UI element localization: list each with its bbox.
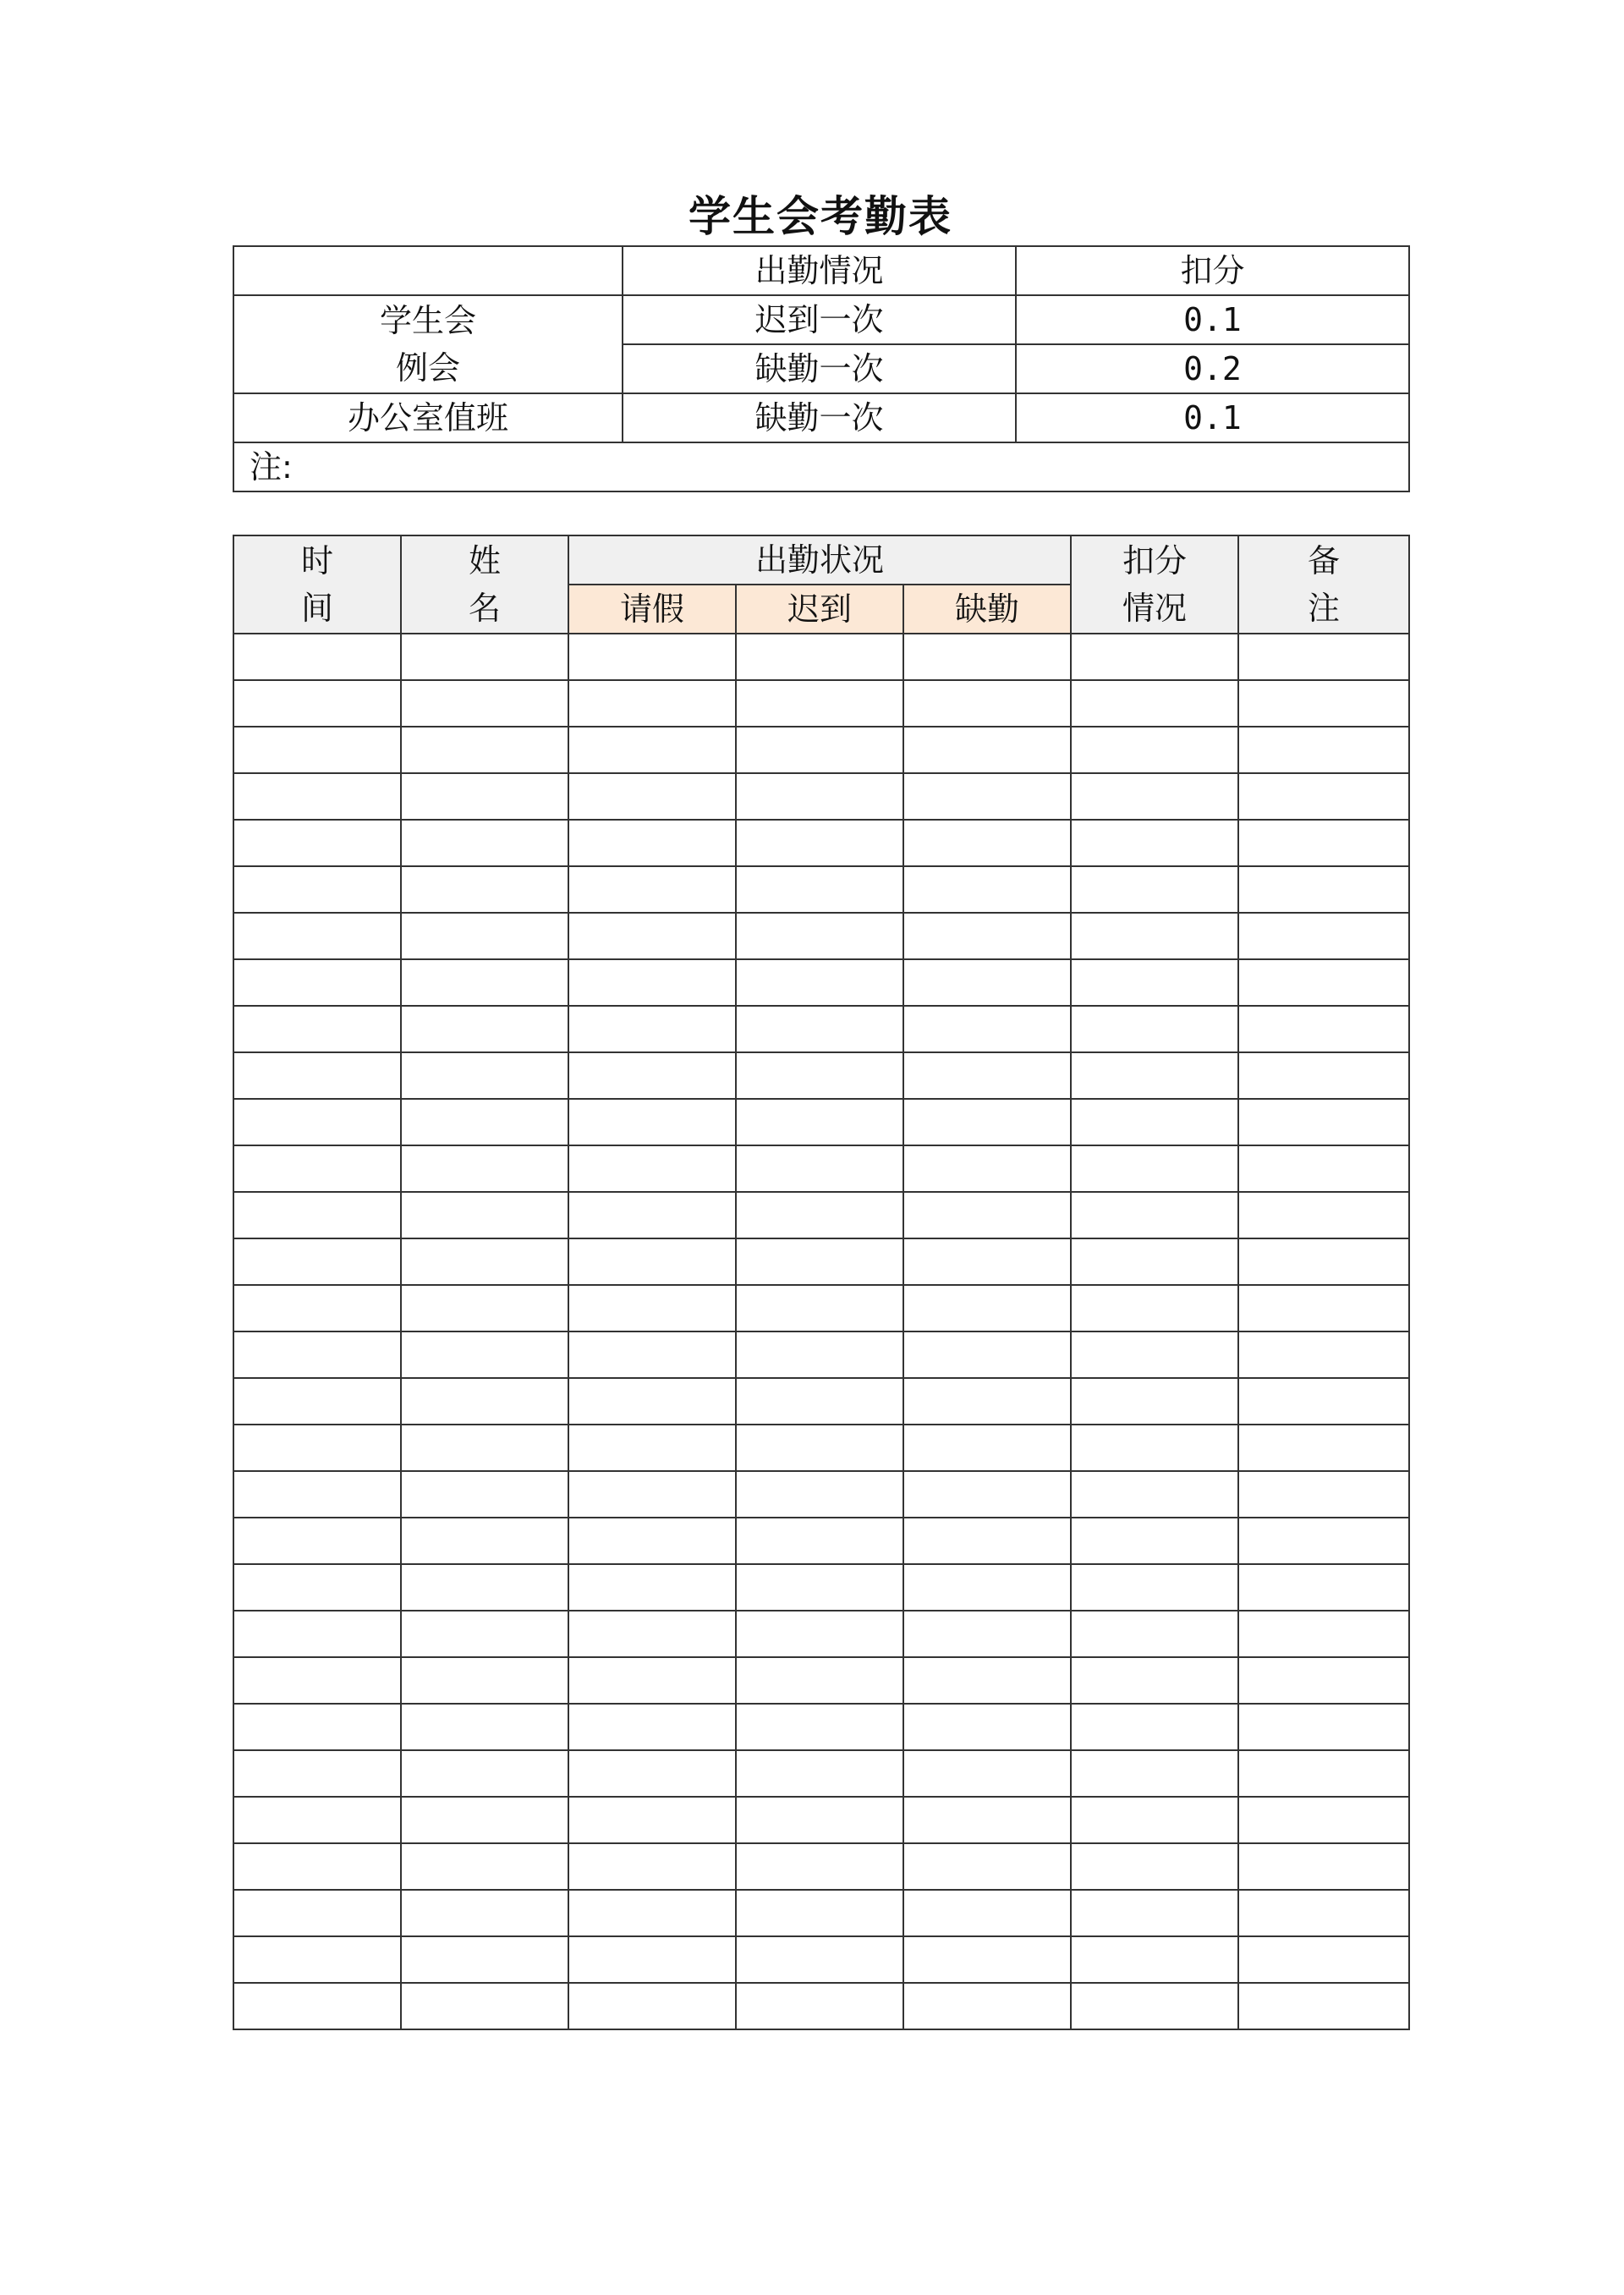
entry-cell-absent[interactable] [903, 773, 1071, 820]
table-row [233, 1425, 1409, 1471]
rules-header-blank [233, 246, 623, 295]
entry-cell-leave[interactable] [568, 773, 736, 820]
entry-cell-remark[interactable] [1238, 820, 1409, 866]
table-row [233, 1843, 1409, 1890]
entry-cell-leave[interactable] [568, 1052, 736, 1099]
entry-cell-leave[interactable] [568, 1797, 736, 1843]
table-row [233, 1936, 1409, 1983]
entry-cell-leave[interactable] [568, 866, 736, 913]
entry-cell-name[interactable] [401, 1238, 568, 1285]
table-row [233, 866, 1409, 913]
entry-cell-name[interactable] [401, 1890, 568, 1936]
entry-cell-absent[interactable] [903, 1331, 1071, 1378]
entry-cell-time[interactable] [233, 1750, 401, 1797]
entry-cell-leave[interactable] [568, 1238, 736, 1285]
entry-cell-absent[interactable] [903, 1518, 1071, 1564]
entry-cell-name[interactable] [401, 1331, 568, 1378]
entry-cell-time[interactable] [233, 1983, 401, 2029]
table-row [233, 1983, 1409, 2029]
entry-cell-late[interactable] [736, 1518, 903, 1564]
entry-cell-time[interactable] [233, 820, 401, 866]
entry-cell-leave[interactable] [568, 1611, 736, 1657]
table-row [233, 1145, 1409, 1192]
entry-cell-time[interactable] [233, 959, 401, 1006]
entry-cell-late[interactable] [736, 1797, 903, 1843]
entry-cell-deduction[interactable] [1071, 773, 1238, 820]
entry-cell-absent[interactable] [903, 1285, 1071, 1331]
header-name [401, 535, 568, 634]
entry-cell-leave[interactable] [568, 1890, 736, 1936]
entry-cell-remark[interactable] [1238, 1983, 1409, 2029]
entry-cell-remark[interactable] [1238, 680, 1409, 727]
table-row [233, 1564, 1409, 1611]
table-row [233, 634, 1409, 680]
entry-cell-deduction[interactable] [1071, 680, 1238, 727]
entry-cell-name[interactable] [401, 1192, 568, 1238]
entry-cell-name[interactable] [401, 727, 568, 773]
entry-cell-deduction[interactable] [1071, 820, 1238, 866]
entry-cell-time[interactable] [233, 1192, 401, 1238]
entry-cell-name[interactable] [401, 959, 568, 1006]
table-row [233, 959, 1409, 1006]
entry-cell-deduction[interactable] [1071, 1425, 1238, 1471]
entry-cell-late[interactable] [736, 1425, 903, 1471]
entry-cell-absent[interactable] [903, 1564, 1071, 1611]
entry-cell-remark[interactable] [1238, 913, 1409, 959]
entry-cell-remark[interactable] [1238, 1052, 1409, 1099]
entry-cell-leave[interactable] [568, 680, 736, 727]
entry-cell-leave[interactable] [568, 634, 736, 680]
entry-cell-absent[interactable] [903, 1238, 1071, 1285]
header-time-line2: 间 [300, 590, 333, 627]
entry-cell-remark[interactable] [1238, 1936, 1409, 1983]
entry-cell-late[interactable] [736, 866, 903, 913]
entry-cell-deduction[interactable] [1071, 1657, 1238, 1704]
table-row [233, 1471, 1409, 1518]
entry-cell-deduction[interactable] [1071, 1518, 1238, 1564]
rules-meeting-label-line1: 学生会 [379, 302, 476, 339]
entry-cell-time[interactable] [233, 1238, 401, 1285]
entry-cell-absent[interactable] [903, 1657, 1071, 1704]
entry-cell-time[interactable] [233, 1936, 401, 1983]
entry-cell-late[interactable] [736, 1145, 903, 1192]
rules-office-label: 办公室值班 [233, 393, 623, 442]
entry-cell-absent[interactable] [903, 1192, 1071, 1238]
entry-cell-time[interactable] [233, 1331, 401, 1378]
entry-cell-late[interactable] [736, 1331, 903, 1378]
rules-header-row [233, 246, 1409, 295]
table-row [233, 820, 1409, 866]
entry-cell-time[interactable] [233, 866, 401, 913]
rules-row-office [233, 393, 1409, 442]
entry-cell-deduction[interactable] [1071, 1378, 1238, 1425]
entry-cell-name[interactable] [401, 1471, 568, 1518]
header-late: 迟到 [736, 585, 903, 634]
entry-cell-late[interactable] [736, 1192, 903, 1238]
rules-header-attendance: 出勤情况 [623, 246, 1016, 295]
table-row [233, 1611, 1409, 1657]
table-row [233, 1518, 1409, 1564]
header-time [233, 535, 401, 634]
entry-cell-absent[interactable] [903, 727, 1071, 773]
entry-cell-remark[interactable] [1238, 1843, 1409, 1890]
rules-header-deduction: 扣分 [1016, 246, 1409, 295]
entry-cell-deduction[interactable] [1071, 1890, 1238, 1936]
rules-note-row [233, 442, 1409, 491]
entry-cell-deduction[interactable] [1071, 727, 1238, 773]
entry-cell-remark[interactable] [1238, 1285, 1409, 1331]
entry-cell-leave[interactable] [568, 1285, 736, 1331]
entry-cell-remark[interactable] [1238, 773, 1409, 820]
entry-cell-late[interactable] [736, 1750, 903, 1797]
attendance-table [233, 535, 1410, 2030]
entry-cell-deduction[interactable] [1071, 1750, 1238, 1797]
entry-cell-leave[interactable] [568, 1145, 736, 1192]
entry-cell-remark[interactable] [1238, 866, 1409, 913]
entry-cell-absent[interactable] [903, 1983, 1071, 2029]
entry-cell-leave[interactable] [568, 820, 736, 866]
rules-meeting-absent-points: 0.2 [1016, 344, 1409, 393]
entry-cell-remark[interactable] [1238, 1797, 1409, 1843]
table-row [233, 1750, 1409, 1797]
entry-cell-leave[interactable] [568, 727, 736, 773]
entry-cell-late[interactable] [736, 773, 903, 820]
entry-cell-remark[interactable] [1238, 1238, 1409, 1285]
entry-cell-remark[interactable] [1238, 1145, 1409, 1192]
header-remark-line1: 备 [1308, 542, 1341, 579]
table-row [233, 1285, 1409, 1331]
entry-cell-deduction[interactable] [1071, 1099, 1238, 1145]
entry-cell-time[interactable] [233, 1704, 401, 1750]
entry-cell-time[interactable] [233, 773, 401, 820]
entry-cell-late[interactable] [736, 1704, 903, 1750]
entry-cell-remark[interactable] [1238, 1425, 1409, 1471]
entry-cell-absent[interactable] [903, 1843, 1071, 1890]
header-time-line1: 时 [300, 542, 333, 579]
entry-cell-late[interactable] [736, 1611, 903, 1657]
entry-cell-deduction[interactable] [1071, 1936, 1238, 1983]
entry-cell-absent[interactable] [903, 959, 1071, 1006]
entry-cell-leave[interactable] [568, 1843, 736, 1890]
entry-cell-remark[interactable] [1238, 1704, 1409, 1750]
entry-cell-remark[interactable] [1238, 1611, 1409, 1657]
entry-cell-absent[interactable] [903, 1006, 1071, 1052]
entry-cell-late[interactable] [736, 727, 903, 773]
header-name-line1: 姓 [468, 542, 501, 579]
entry-cell-late[interactable] [736, 1006, 903, 1052]
entry-cell-remark[interactable] [1238, 634, 1409, 680]
entry-cell-deduction[interactable] [1071, 1285, 1238, 1331]
entry-cell-remark[interactable] [1238, 1192, 1409, 1238]
entry-cell-remark[interactable] [1238, 1331, 1409, 1378]
entry-cell-absent[interactable] [903, 1471, 1071, 1518]
deduction-rules-table [233, 245, 1410, 492]
table-row [233, 1192, 1409, 1238]
entry-cell-time[interactable] [233, 1145, 401, 1192]
entry-cell-name[interactable] [401, 1704, 568, 1750]
entry-cell-absent[interactable] [903, 1378, 1071, 1425]
entry-cell-time[interactable] [233, 1378, 401, 1425]
table-row [233, 1657, 1409, 1704]
rules-row-meeting-late [233, 295, 1409, 344]
entry-cell-name[interactable] [401, 1425, 568, 1471]
entry-cell-leave[interactable] [568, 1704, 736, 1750]
entry-cell-remark[interactable] [1238, 1564, 1409, 1611]
entry-cell-late[interactable] [736, 1983, 903, 2029]
entry-cell-late[interactable] [736, 913, 903, 959]
entry-cell-leave[interactable] [568, 1936, 736, 1983]
entry-cell-deduction[interactable] [1071, 1843, 1238, 1890]
entry-cell-time[interactable] [233, 1890, 401, 1936]
header-deduction [1071, 535, 1238, 634]
entry-cell-name[interactable] [401, 1285, 568, 1331]
table-row [233, 1331, 1409, 1378]
table-row [233, 1378, 1409, 1425]
entry-cell-late[interactable] [736, 820, 903, 866]
entry-cell-deduction[interactable] [1071, 959, 1238, 1006]
entry-cell-absent[interactable] [903, 1797, 1071, 1843]
entry-cell-name[interactable] [401, 1843, 568, 1890]
entry-cell-remark[interactable] [1238, 1099, 1409, 1145]
table-row [233, 1099, 1409, 1145]
entry-cell-absent[interactable] [903, 1890, 1071, 1936]
entry-cell-leave[interactable] [568, 1331, 736, 1378]
entry-cell-late[interactable] [736, 1099, 903, 1145]
entry-cell-remark[interactable] [1238, 1006, 1409, 1052]
rules-meeting-label [233, 295, 623, 393]
entry-cell-leave[interactable] [568, 1564, 736, 1611]
table-row [233, 913, 1409, 959]
table-row [233, 1052, 1409, 1099]
header-absent: 缺勤 [903, 585, 1071, 634]
entry-cell-time[interactable] [233, 1425, 401, 1471]
entry-cell-absent[interactable] [903, 1750, 1071, 1797]
table-row [233, 727, 1409, 773]
entry-cell-late[interactable] [736, 1238, 903, 1285]
entry-cell-leave[interactable] [568, 1378, 736, 1425]
page-title: 学生会考勤表 [689, 192, 952, 241]
entry-cell-name[interactable] [401, 1518, 568, 1564]
entry-cell-absent[interactable] [903, 820, 1071, 866]
entry-cell-time[interactable] [233, 1611, 401, 1657]
entry-cell-name[interactable] [401, 1052, 568, 1099]
entry-cell-deduction[interactable] [1071, 1238, 1238, 1285]
entry-cell-leave[interactable] [568, 1006, 736, 1052]
table-row [233, 1890, 1409, 1936]
header-remark-line2: 注 [1308, 590, 1341, 627]
entry-cell-time[interactable] [233, 1285, 401, 1331]
rules-office-absent-points: 0.1 [1016, 393, 1409, 442]
entry-cell-absent[interactable] [903, 866, 1071, 913]
entry-cell-remark[interactable] [1238, 1471, 1409, 1518]
entry-cell-name[interactable] [401, 1145, 568, 1192]
entry-cell-leave[interactable] [568, 913, 736, 959]
entry-cell-deduction[interactable] [1071, 1611, 1238, 1657]
entry-cell-absent[interactable] [903, 913, 1071, 959]
entry-cell-name[interactable] [401, 634, 568, 680]
rules-office-absent-label: 缺勤一次 [623, 393, 1016, 442]
entry-cell-name[interactable] [401, 1006, 568, 1052]
entry-cell-absent[interactable] [903, 1611, 1071, 1657]
entry-cell-time[interactable] [233, 680, 401, 727]
entry-cell-time[interactable] [233, 1657, 401, 1704]
entry-cell-leave[interactable] [568, 1750, 736, 1797]
table-row [233, 1704, 1409, 1750]
entry-cell-absent[interactable] [903, 1936, 1071, 1983]
entry-cell-absent[interactable] [903, 1425, 1071, 1471]
entry-cell-late[interactable] [736, 1843, 903, 1890]
rules-meeting-late-points: 0.1 [1016, 295, 1409, 344]
header-deduction-line2: 情况 [1122, 590, 1188, 627]
attendance-body [233, 634, 1409, 2029]
entry-cell-absent[interactable] [903, 634, 1071, 680]
entry-cell-late[interactable] [736, 680, 903, 727]
entry-cell-absent[interactable] [903, 1052, 1071, 1099]
entry-cell-deduction[interactable] [1071, 1192, 1238, 1238]
entry-cell-time[interactable] [233, 1099, 401, 1145]
entry-cell-time[interactable] [233, 1843, 401, 1890]
entry-cell-deduction[interactable] [1071, 1145, 1238, 1192]
entry-cell-time[interactable] [233, 913, 401, 959]
entry-cell-absent[interactable] [903, 1099, 1071, 1145]
entry-cell-remark[interactable] [1238, 1750, 1409, 1797]
entry-cell-deduction[interactable] [1071, 1052, 1238, 1099]
header-attendance-status: 出勤状况 [568, 535, 1071, 585]
rules-meeting-absent-label: 缺勤一次 [623, 344, 1016, 393]
entry-cell-name[interactable] [401, 680, 568, 727]
entry-cell-absent[interactable] [903, 680, 1071, 727]
table-row [233, 1797, 1409, 1843]
entry-cell-leave[interactable] [568, 1425, 736, 1471]
entry-cell-deduction[interactable] [1071, 1331, 1238, 1378]
rules-meeting-label-line2: 例会 [395, 349, 460, 387]
entry-cell-name[interactable] [401, 866, 568, 913]
entry-cell-leave[interactable] [568, 1471, 736, 1518]
table-row [233, 680, 1409, 727]
entry-cell-absent[interactable] [903, 1145, 1071, 1192]
entry-cell-deduction[interactable] [1071, 866, 1238, 913]
attendance-header-row-1 [233, 535, 1409, 585]
entry-cell-late[interactable] [736, 1564, 903, 1611]
entry-cell-late[interactable] [736, 1890, 903, 1936]
entry-cell-deduction[interactable] [1071, 1704, 1238, 1750]
entry-cell-deduction[interactable] [1071, 1564, 1238, 1611]
entry-cell-deduction[interactable] [1071, 1006, 1238, 1052]
entry-cell-remark[interactable] [1238, 1890, 1409, 1936]
rules-note: 注: [233, 442, 1409, 491]
entry-cell-late[interactable] [736, 1378, 903, 1425]
entry-cell-name[interactable] [401, 1611, 568, 1657]
entry-cell-late[interactable] [736, 1936, 903, 1983]
entry-cell-late[interactable] [736, 1285, 903, 1331]
entry-cell-name[interactable] [401, 1983, 568, 2029]
entry-cell-time[interactable] [233, 634, 401, 680]
entry-cell-time[interactable] [233, 1471, 401, 1518]
entry-cell-name[interactable] [401, 1564, 568, 1611]
entry-cell-time[interactable] [233, 1006, 401, 1052]
entry-cell-leave[interactable] [568, 1192, 736, 1238]
entry-cell-deduction[interactable] [1071, 1797, 1238, 1843]
entry-cell-leave[interactable] [568, 1518, 736, 1564]
entry-cell-leave[interactable] [568, 959, 736, 1006]
entry-cell-absent[interactable] [903, 1704, 1071, 1750]
entry-cell-name[interactable] [401, 1750, 568, 1797]
table-row [233, 1006, 1409, 1052]
entry-cell-deduction[interactable] [1071, 634, 1238, 680]
header-remark [1238, 535, 1409, 634]
entry-cell-remark[interactable] [1238, 1378, 1409, 1425]
table-row [233, 1238, 1409, 1285]
entry-cell-name[interactable] [401, 1378, 568, 1425]
entry-cell-leave[interactable] [568, 1657, 736, 1704]
entry-cell-remark[interactable] [1238, 959, 1409, 1006]
entry-cell-name[interactable] [401, 913, 568, 959]
entry-cell-late[interactable] [736, 959, 903, 1006]
entry-cell-remark[interactable] [1238, 1657, 1409, 1704]
header-deduction-line1: 扣分 [1122, 542, 1188, 579]
rules-meeting-late-label: 迟到一次 [623, 295, 1016, 344]
entry-cell-late[interactable] [736, 634, 903, 680]
entry-cell-remark[interactable] [1238, 727, 1409, 773]
entry-cell-late[interactable] [736, 1471, 903, 1518]
entry-cell-name[interactable] [401, 1936, 568, 1983]
entry-cell-remark[interactable] [1238, 1518, 1409, 1564]
entry-cell-name[interactable] [401, 1657, 568, 1704]
header-name-line2: 名 [468, 590, 501, 627]
entry-cell-time[interactable] [233, 1797, 401, 1843]
entry-cell-time[interactable] [233, 727, 401, 773]
entry-cell-time[interactable] [233, 1564, 401, 1611]
entry-cell-deduction[interactable] [1071, 913, 1238, 959]
entry-cell-leave[interactable] [568, 1983, 736, 2029]
entry-cell-name[interactable] [401, 1797, 568, 1843]
entry-cell-name[interactable] [401, 1099, 568, 1145]
entry-cell-name[interactable] [401, 773, 568, 820]
entry-cell-time[interactable] [233, 1518, 401, 1564]
entry-cell-leave[interactable] [568, 1099, 736, 1145]
entry-cell-late[interactable] [736, 1052, 903, 1099]
entry-cell-name[interactable] [401, 820, 568, 866]
header-leave: 请假 [568, 585, 736, 634]
entry-cell-time[interactable] [233, 1052, 401, 1099]
entry-cell-deduction[interactable] [1071, 1983, 1238, 2029]
entry-cell-late[interactable] [736, 1657, 903, 1704]
entry-cell-deduction[interactable] [1071, 1471, 1238, 1518]
table-row [233, 773, 1409, 820]
